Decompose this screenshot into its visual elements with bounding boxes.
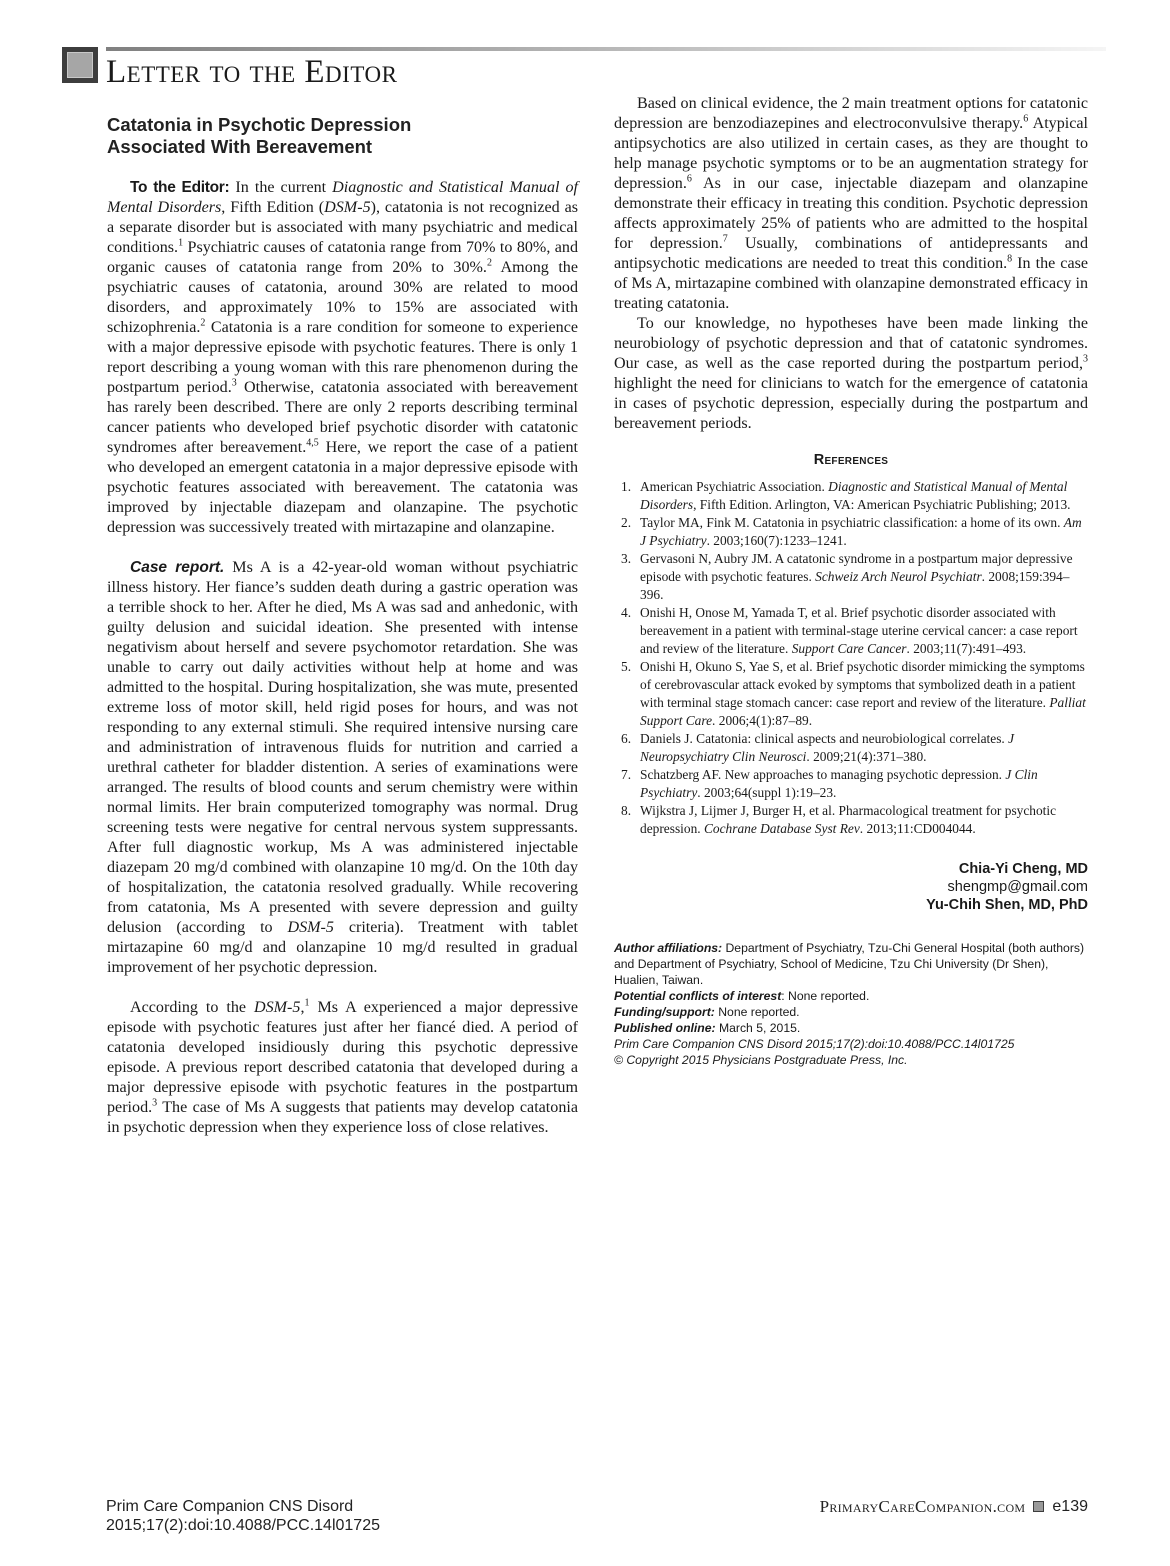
citation: Prim Care Companion CNS Disord 2015;17(2):doi:10.4088/PCC.14l01725 (614, 1037, 1015, 1051)
reference-item: 1. American Psychiatric Association. Diagnostic and Statistical Manual of Mental Disorders, Fifth Edition. Arlington, VA: American Psychiatric Publishing; 2013. (621, 479, 1071, 512)
page-number: e139 (1052, 1498, 1088, 1515)
treatment-paragraph: Based on clinical evidence, the 2 main treatment options for catatonic depression are benzodiazepines and electroconvulsive therapy.$^6$ Atypical antipsychotics are also utilized in certain cases, as they are thought to help manage psychotic symptoms or to be an augmentation strategy for depression.$^6$ As in our case, injectable diazepam and olanzapine demonstrate their efficacy in treating this condition. Psychotic depression affects approximately 25% of patients who are admitted to the hospital for depression.$^7$ Usually, combinations of antidepressants and antipsychotic medications are needed to treat this condition.$^8$ In the case of Ms A, mirtazapine combined with olanzapine demonstrated efficacy in treating catatonia. (614, 95, 1088, 312)
footer-journal-citation: Prim Care Companion CNS Disord 2015;17(2):doi:10.4088/PCC.14l01725 (106, 1498, 380, 1534)
author-name: Chia-Yi Cheng, MD (958, 861, 1088, 877)
left-column (107, 114, 578, 1138)
author-affiliations: Author affiliations: Department of Psychiatry, Tzu-Chi General Hospital (both authors) and Department of Psychiatry, School of Medicine, Tzu Chi University (Dr Shen), Hualien, Taiwan. (614, 941, 1085, 987)
reference-item: 3. Gervasoni N, Aubry JM. A catatonic syndrome in a postpartum major depressive episode with psychotic features. Schweiz Arch Neurol Psychiatr. 2008;159:394–396. (621, 551, 1073, 602)
section-marker-icon (62, 47, 98, 83)
author-email-link[interactable]: shengmp@gmail.com (947, 879, 1088, 895)
intro-paragraph: To the Editor: In the current Diagnostic and Statistical Manual of Mental Disorders, Fifth Edition (DSM-5), catatonia is not recognized as a separate disorder but is associated with many psychiatric and medical conditions.$^1$ Psychiatric causes of catatonia range from 70% to 80%, and organic causes of catatonia range from 20% to 30%.$^2$ Among the psychiatric causes of catatonia, around 30% are related to mood disorders, and approximately 10% to 15% are associated with schizophrenia.$^2$ Catatonia is a rare condition for someone to experience with a major depressive episode with psychotic features. There is only 1 report describing a young woman with this rare phenomenon during the postpartum period.$^3$ Otherwise, catatonia associated with bereavement has rarely been described. There are only 2 reports describing terminal cancer patients who developed brief psychotic disorder with catatonic syndromes after bereavement.$^{4,5}$ Here, we report the case of a patient who developed an emergent catatonia in a major depressive episode with psychotic features associated with bereavement. The catatonia was improved by injectable diazepam and olanzapine. The psychotic depression was successively treated with mirtazapine and olanzapine. (107, 179, 579, 536)
header-rule (106, 47, 1106, 51)
author-block (614, 860, 1088, 914)
conflicts-of-interest: Potential conflicts of interest: None reported. (614, 989, 870, 1003)
reference-item: 8. Wijkstra J, Lijmer J, Burger H, et al. Pharmacological treatment for psychotic depression. Cochrane Database Syst Rev. 2013;11:CD004044. (621, 803, 1057, 836)
affiliations-block (614, 940, 1088, 1068)
references-heading: References (813, 452, 889, 468)
reference-item: 2. Taylor MA, Fink M. Catatonia in psychiatric classification: a home of its own. Am J Psychiatry. 2003;160(7):1233–1241. (621, 515, 1082, 548)
reference-item: 5. Onishi H, Okuno S, Yae S, et al. Brief psychotic disorder mimicking the symptoms of cerebrovascular attack evoked by symptoms that symbolized death in a patient with terminal stage stomach cancer: case report and review of the literature. Palliat Support Care. 2006;4(1):87–89. (621, 659, 1086, 728)
reference-item: 7. Schatzberg AF. New approaches to managing psychotic depression. J Clin Psychiatry. 2003;64(suppl 1):19–23. (621, 767, 1038, 800)
discussion-paragraph: According to the DSM-5,$^1$ Ms A experienced a major depressive episode with psychotic features just after her fiancé died. A period of catatonia developed insidiously during this psychotic depressive episode. A previous report described catatonia that developed during a major depressive episode with psychotic features in the postpartum period.$^3$ The case of Ms A suggests that patients may develop catatonia in psychotic depression when they experience loss of close relatives. (107, 997, 578, 1136)
intro-lead: To the Editor: (130, 179, 230, 196)
conclusion-paragraph: To our knowledge, no hypotheses have been made linking the neurobiology of psychotic depression and that of catatonic syndromes. Our case, as well as the case reported during the postpartum period,$^3$ highlight the need for clinicians to watch for the emergence of catatonia in cases of psychotic depression, especially during the postpartum and bereavement periods. (614, 315, 1088, 432)
footer-site-page (820, 1497, 1088, 1516)
right-column (614, 95, 1088, 1068)
copyright: © Copyright 2015 Physicians Postgraduate Press, Inc. (614, 1053, 908, 1067)
reference-item: 4. Onishi H, Onose M, Yamada T, et al. Brief psychotic disorder associated with bereavement in a patient with terminal-stage uterine cervical cancer: a case report and review of the literature. Support Care Cancer. 2003;11(7):491–493. (621, 605, 1078, 656)
section-label: Letter to the Editor (106, 54, 398, 90)
author-name: Yu-Chih Shen, MD, PhD (926, 897, 1088, 913)
article-title: Catatonia in Psychotic Depression Associated With Bereavement (107, 114, 412, 157)
footer-separator-icon (1033, 1501, 1044, 1512)
funding-support: Funding/support: None reported. (614, 1005, 800, 1019)
case-report-paragraph: Case report. Ms A is a 42-year-old woman without psychiatric illness history. Her fiance’s sudden death during a gastric operation was a terrible shock to her. After he died, Ms A was sad and anhedonic, with guilty delusion and suicidal ideation. She presented with intense negativism about herself and severe psychomotor retardation. She was unable to carry out daily activities without help at home and was admitted to the hospital. During hospitalization, she was mute, presented extreme loss of motor skill, held rigid poses for hours, and was not responding to any external stimuli. She required intensive nursing care and administration of intravenous fluids for nutrition and carried a urethral catheter for bladder distention. A series of examinations were arranged. The results of blood counts and serum chemistry were within normal limits. Her brain computerized tomography was normal. Drug screening tests were negative for central nervous system suppressants. After full diagnostic workup, Ms A was administered injectable diazepam 20 mg/d combined with olanzapine 10 mg/d. On the 10th day of hospitalization, the catatonia resolved gradually. While recovering from catatonia, Ms A presented with severe depression and guilty delusion (according to DSM-5 criteria). Treatment with tablet mirtazapine 60 mg/d and olanzapine 10 mg/d resulted in gradual improvement of her psychotic depression. (107, 559, 578, 976)
reference-item: 6. Daniels J. Catatonia: clinical aspects and neurobiological correlates. J Neuropsychiatry Clin Neurosci. 2009;21(4):371–380. (621, 731, 1015, 764)
case-report-lead: Case report. (130, 559, 225, 576)
references-list (614, 478, 1088, 838)
footer-site-link[interactable]: PrimaryCareCompanion.com (819, 1497, 1026, 1516)
published-online: Published online: March 5, 2015. (614, 1021, 801, 1035)
